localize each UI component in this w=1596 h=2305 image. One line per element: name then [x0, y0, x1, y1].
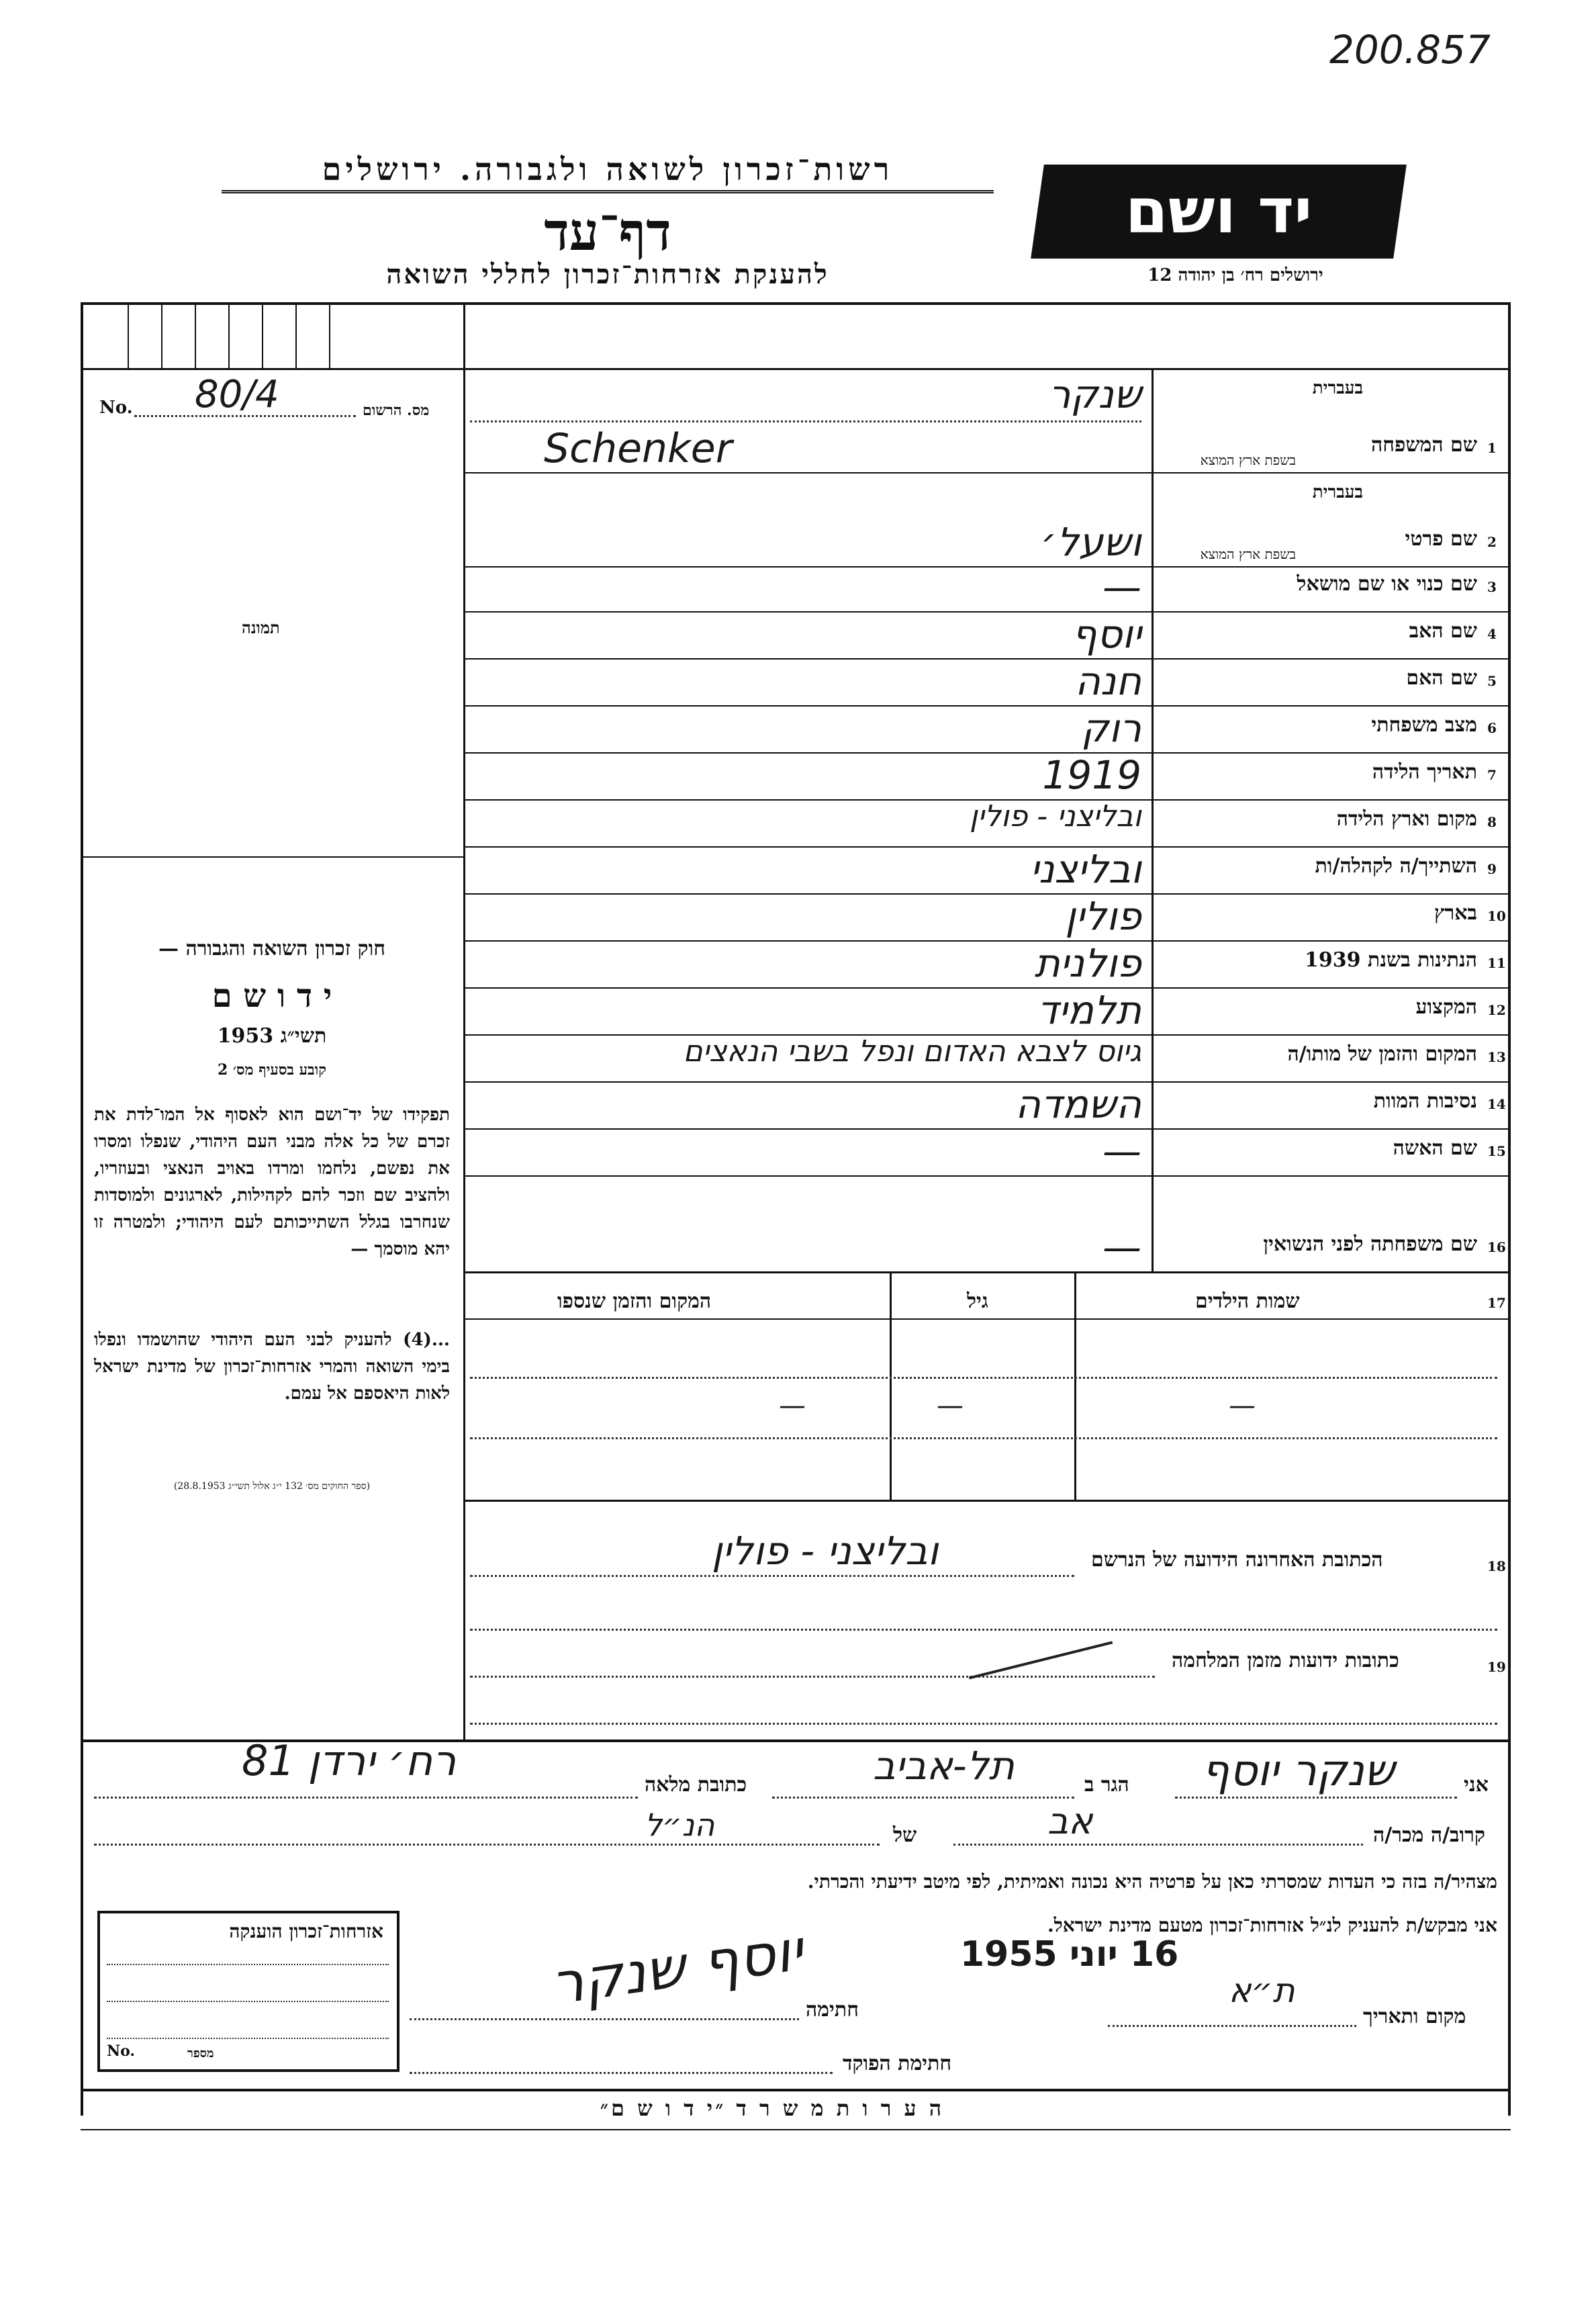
field-value: גיוס לצבא האדום ונפל בשבי הנאצים	[683, 1034, 1141, 1069]
law-year: תשי״ג 1953	[217, 1024, 327, 1048]
last-address-label: הכתובת האחרונה הידועה של הנרשם	[1091, 1548, 1383, 1572]
declarant-street-value: רח׳ ירדן 81	[242, 1736, 457, 1785]
citizenship-box-title: אזרחות־זכרון הוענקה	[229, 1920, 383, 1942]
children-dash: —	[1229, 1390, 1256, 1421]
field-number: 8	[1487, 814, 1497, 830]
logo-text: יד ושם	[1125, 175, 1313, 247]
strip-tick	[228, 302, 230, 368]
field-row-line	[463, 705, 1511, 707]
field-label: שם האב	[1409, 619, 1477, 643]
citizenship-box-number-label: מספר	[187, 2046, 214, 2061]
field-value: פולין	[1065, 893, 1141, 939]
strip-tick	[161, 302, 162, 368]
field-row-line	[463, 658, 1511, 660]
field-value: יוסף	[1072, 611, 1141, 657]
place-value: ת״א	[1229, 1971, 1295, 2010]
field-number: 12	[1487, 1002, 1506, 1018]
field-row-line	[463, 1081, 1511, 1083]
field-sublabel-hebrew: בעברית	[1312, 378, 1363, 398]
strip-tick	[128, 302, 129, 368]
field-value: רוק	[1081, 705, 1141, 751]
citizenship-line	[107, 1964, 389, 1965]
field-number: 13	[1487, 1049, 1506, 1065]
field-value: —	[1102, 564, 1141, 610]
field-label: מקום וארץ הלידה	[1336, 807, 1477, 831]
field-number: 9	[1487, 861, 1497, 877]
field-value-origin: Schenker	[544, 425, 733, 472]
last-address-value: ובליצני - פולין	[712, 1528, 939, 1574]
place-date-line	[1108, 2025, 1356, 2027]
children-number: 17	[1487, 1295, 1506, 1311]
field-value: 1919	[1042, 752, 1141, 798]
citizenship-box-no: No.	[107, 2042, 136, 2060]
field-number: 1	[1487, 440, 1497, 456]
declarant-ani: אני	[1464, 1773, 1489, 1797]
label-column-divider	[1152, 368, 1154, 1271]
field-number: 11	[1487, 955, 1506, 971]
stamp-number: 200.857	[1329, 27, 1491, 73]
top-strip-line	[81, 368, 1511, 370]
field-label: נסיבות המוות	[1373, 1089, 1477, 1113]
field-value: —	[1102, 1224, 1141, 1270]
field-number: 2	[1487, 534, 1497, 550]
field-value: תלמיד	[1037, 987, 1141, 1033]
relation-of-line	[94, 1844, 880, 1846]
field-number: 14	[1487, 1096, 1506, 1112]
field-label: שם פרטי	[1405, 527, 1477, 551]
signature-label: חתימה	[806, 1998, 859, 2022]
law-para2: ...(4) להעניק לבני העם היהודי שהושמדו ונפלו בימי השואה והמרי אזרחות־זכרון של מדינת ישראל לאות היאספם אל עמם.	[94, 1330, 450, 1404]
field-label: שם האם	[1406, 666, 1477, 690]
field-value: השמדה	[1015, 1081, 1141, 1127]
field-sublabel-origin: בשפת ארץ המוצא	[1200, 452, 1296, 468]
field-row-line	[463, 566, 1511, 568]
field-number: 6	[1487, 720, 1497, 736]
header-title: דף־עד	[544, 201, 671, 263]
relation-value: אב	[1047, 1800, 1093, 1842]
children-row-line	[470, 1377, 1497, 1379]
field-number: 7	[1487, 767, 1497, 783]
children-top-line	[463, 1271, 1511, 1273]
children-col-divider	[890, 1271, 892, 1500]
header-org: רשות־זכרון לשואה ולגבורה. ירושלים	[222, 151, 994, 193]
law-title: חוק זכרון השואה והגבורה —	[158, 937, 385, 960]
registration-no: No.	[99, 398, 133, 418]
last-address-number: 18	[1487, 1558, 1506, 1574]
war-addresses-label: כתובות ידועות מזמן המלחמה	[1172, 1649, 1399, 1672]
declarant-name-value: שנקר יוסף	[1202, 1746, 1395, 1796]
field-row-line	[463, 472, 1511, 473]
field-row-line	[463, 1175, 1511, 1177]
footer-notes: ה ע ר ו ת מ ש ר ד ״י ד ו ש ם״	[600, 2095, 945, 2121]
field-number: 5	[1487, 673, 1497, 689]
citizenship-line	[107, 2038, 389, 2039]
declarant-city-value: תל-אביב	[873, 1743, 1015, 1789]
footer-top-line	[81, 2089, 1511, 2091]
field-label: המקום והזמן של מותו/ה	[1287, 1042, 1477, 1066]
field-value: ובליצני	[1030, 846, 1141, 892]
field-number: 4	[1487, 626, 1497, 642]
signature-line	[410, 2018, 799, 2020]
field-row-line	[463, 1128, 1511, 1130]
field-label: שם כנוי או שם מושאל	[1297, 572, 1477, 596]
request-text: אני מבקש/ת להעניק לנ״ל אזרחות־זכרון מטעם מדינת ישראל.	[1047, 1914, 1497, 1936]
place-date-label: מקום ותאריך	[1363, 2005, 1466, 2028]
law-clause: קובע בסעיף מס׳ 2	[217, 1061, 327, 1079]
officer-signature-label: חתימת הפוקד	[843, 2052, 952, 2075]
field-label: מצב משפחתי	[1371, 713, 1477, 737]
strip-tick	[195, 302, 196, 368]
field-row-line	[463, 752, 1511, 754]
last-address-line-2	[470, 1629, 1497, 1631]
relation-line	[953, 1844, 1363, 1846]
field-row-line	[463, 940, 1511, 942]
field-value: —	[1102, 1128, 1141, 1174]
children-bottom-line	[463, 1500, 1511, 1502]
declarant-city-line	[772, 1797, 1074, 1799]
field-row-line	[463, 846, 1511, 848]
law-source: (ספר החוקים מס׳ 132 י״ג אלול תשי״ג 28.8.1953)	[173, 1481, 371, 1492]
field-sublabel-origin: בשפת ארץ המוצא	[1200, 546, 1296, 562]
field-label: בארץ	[1434, 901, 1477, 925]
field-number: 15	[1487, 1143, 1506, 1159]
declarant-resides: הגר ב	[1084, 1773, 1129, 1797]
declarant-relative: קרוב/ה מכר/ה	[1373, 1823, 1485, 1847]
field-row-line	[463, 987, 1511, 989]
officer-signature-line	[410, 2072, 833, 2074]
date-value: 16 יוני 1955	[960, 1934, 1179, 1975]
citizenship-box	[97, 1911, 400, 2072]
war-addresses-line	[470, 1676, 1155, 1678]
left-column-divider	[463, 302, 465, 1739]
field-number: 16	[1487, 1239, 1506, 1255]
children-col-place: המקום והזמן שנספו	[557, 1290, 712, 1313]
field-value: ושעל׳	[1040, 519, 1141, 565]
signature-value: יוסף שנקר	[547, 1917, 807, 2018]
children-header-line	[463, 1318, 1511, 1320]
footer-bottom-line	[81, 2129, 1511, 2130]
header-address: ירושלים רח׳ בן יהודה 12	[1147, 265, 1323, 285]
field-value: פולנית	[1034, 940, 1141, 986]
strip-tick	[295, 302, 297, 368]
yad-vashem-logo	[1031, 165, 1407, 259]
last-address-line	[470, 1575, 1074, 1577]
law-para1: תפקידו של יד־ושם הוא לאסוף אל המו־לדת את זכרם של כל אלה מבני העם היהודי, שנפלו ומסרו את נפשם, נלחמו ומרדו באויב הנאצי ובעוזריו, ולהציב שם וזכר להם לקהילות, לארגונים ולמוסדות שנחרבו בגלל השתייכותם לעם היהודי; ולמטרה זו יהא מוסמך —	[94, 1105, 450, 1259]
field-value: ובליצני - פולין	[970, 799, 1141, 833]
war-addresses-number: 19	[1487, 1659, 1506, 1675]
children-col-divider	[1074, 1271, 1076, 1500]
field-value: שנקר	[1048, 371, 1141, 417]
field-row-line	[463, 893, 1511, 895]
photo-divider	[81, 856, 463, 858]
strip-tick	[262, 302, 263, 368]
declaration-text: מצהיר/ה בזה כי העדות שמסרתי כאן על פרטיה היא נכונה ואמיתית, לפי מיטב ידיעתי והכרתי.	[807, 1870, 1497, 1893]
declarant-name-line	[1175, 1797, 1457, 1799]
strip-tick	[329, 302, 330, 368]
children-dash: —	[779, 1390, 806, 1421]
citizenship-line	[107, 2001, 389, 2002]
field-label: הנתינות בשנת 1939	[1304, 948, 1477, 972]
field-label: תאריך הלידה	[1372, 760, 1477, 784]
field-value: חנה	[1074, 658, 1141, 704]
declarant-street-line	[94, 1797, 638, 1799]
field-mid-line	[470, 420, 1141, 422]
registration-value: 80/4	[195, 373, 279, 416]
field-label: שם האשה	[1393, 1136, 1477, 1160]
children-col-names: שמות הילדים	[1195, 1290, 1300, 1313]
field-sublabel-hebrew: בעברית	[1312, 482, 1363, 502]
field-label: השתייך/ה לקהלה/ות	[1315, 854, 1477, 878]
field-number: 3	[1487, 579, 1497, 595]
field-number: 10	[1487, 908, 1506, 924]
relation-of-value: הנ״ל	[645, 1807, 715, 1843]
header-subtitle: להענקת אזרחות־זכרון לחללי השואה	[386, 259, 829, 290]
field-label: המקצוע	[1415, 995, 1477, 1019]
field-label: שם משפחתה לפני הנשואין	[1263, 1232, 1477, 1256]
photo-label: תמונה	[242, 618, 280, 637]
law-name: י ד ו ש ם	[212, 977, 332, 1015]
field-label: שם המשפחה	[1370, 433, 1477, 457]
war-addresses-line-2	[470, 1723, 1497, 1725]
children-row-line	[470, 1437, 1497, 1439]
declarant-full-address: כתובת מלאה	[645, 1773, 747, 1797]
field-row-line	[463, 611, 1511, 613]
registration-label: מס. הרשום	[363, 402, 430, 419]
children-col-age: גיל	[967, 1290, 988, 1313]
declarant-of: של	[893, 1823, 917, 1847]
children-dash: —	[937, 1390, 964, 1421]
